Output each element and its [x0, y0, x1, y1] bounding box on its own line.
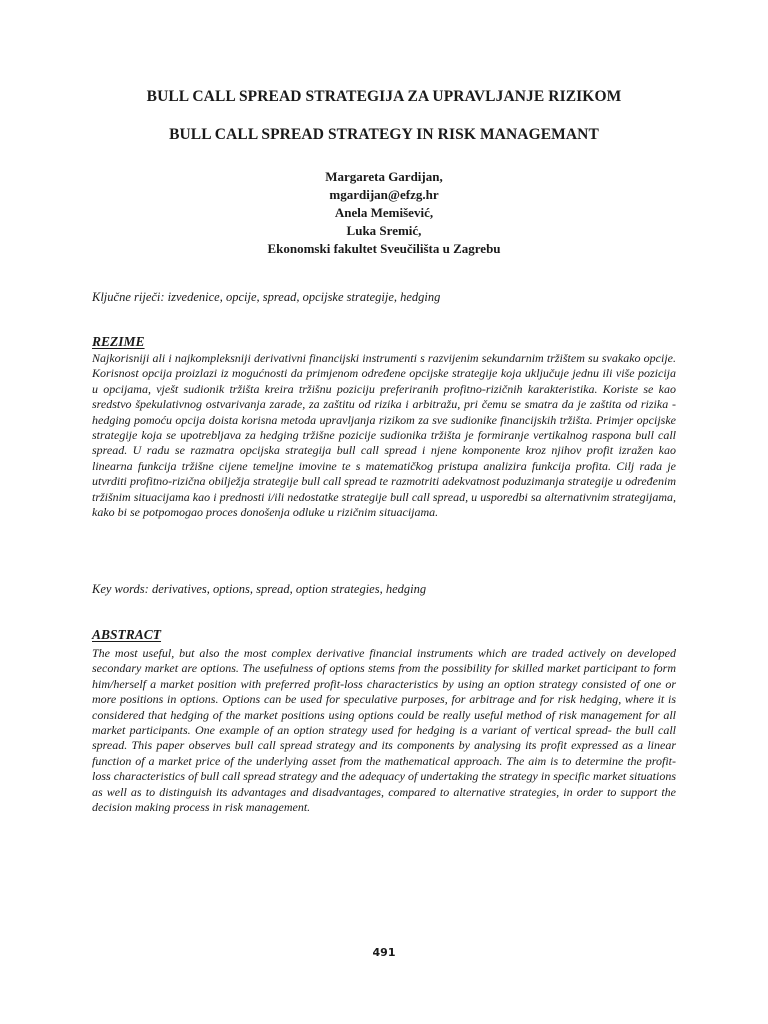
- page-number: 491: [372, 946, 396, 959]
- author-block: [0, 168, 768, 258]
- keywords-croatian: Ključne riječi: izvedenice, opcije, spread, opcijske strategije, hedging: [92, 290, 441, 304]
- keywords-english: Key words: derivatives, options, spread, option strategies, hedging: [92, 582, 427, 596]
- author-email: mgardijan@efzg.hr: [329, 187, 439, 202]
- author-name: Margareta Gardijan,: [325, 169, 443, 184]
- rezime-paragraph: Najkorisniji ali i najkompleksniji derivativni financijski instrumenti s razvijenim sekundarnim tržištem su svakako opcije. Korisnost opcija proizlazi iz mogućnosti da primjenom određene opcijske strategije koja uključuje jednu ili više pozicija u opcijama, vješt sudionik tržišta kreira tržišnu poziciju preferiranih profitno-rizičnih karakteristika. Koriste se kao sredstvo špekulativnog ostvarivanja zarade, za zaštitu od rizika i arbitražu, pri čemu se smatra da je zaštita od rizika - hedging pomoću opcija doista korisna metoda upravljanja rizikom za sve sudionike financijskih tržišta. Primjer opcijske strategije koja se upotrebljava za hedging tržišne pozicije sudionika tržišta je formiranje vertikalnog raspona bull call spread. U radu se razmatra opcijska strategija bull call spread i njene komponente kroz njihov profit izražen kao linearna funkcija tržišne cijene temeljne imovine te s matematičkog pristupa analizira funkcija profita. Cilj rada je utvrditi profitno-rizična obilježja strategije bull call spread te razmotriti adekvatnost poduzimanja strategije u određenim tržišnim situacijama kao i prednosti i/ili nedostatke strategije bull call spread, u usporedbi sa alternativnim strategijama, kako bi se potpomogao proces donošenja odluke u rizičnim situacijama.: [92, 351, 676, 520]
- abstract-paragraph: The most useful, but also the most complex derivative financial instruments which are traded actively on developed secondary market are options. The usefulness of options stems from the possibility for skilled market participant to form him/herself a market position with preferred profit-loss characteristics by using an option strategy consisted of one or more positions in options. Options can be used for speculative purposes, for arbitrage and for risk hedging, where it is considered that hedging of the market positions using options could be really useful method of risk management for all market participants. One example of an option strategy used for hedging is a variant of vertical spread- the bull call spread. This paper observes bull call spread strategy and its components by analysing its profit expressed as a linear function of a market price of the underlying asset from the mathematical approach. The aim is to determine the profit-loss characteristics of bull call spread strategy and the adequacy of undertaking the strategy in specific market situations as well as to distinguish its advantages and disadvantages, compared to alternative strategies, in order to support the decision making process in risk management.: [92, 646, 676, 815]
- author-name: Luka Sremić,: [346, 223, 422, 238]
- abstract-heading: ABSTRACT: [92, 627, 162, 642]
- rezime-heading: REZIME: [92, 334, 145, 349]
- author-affiliation: Ekonomski fakultet Sveučilišta u Zagrebu: [267, 241, 501, 256]
- title-croatian: BULL CALL SPREAD STRATEGIJA ZA UPRAVLJANJE RIZIKOM: [146, 88, 622, 105]
- author-name: Anela Memišević,: [334, 205, 434, 220]
- title-english: BULL CALL SPREAD STRATEGY IN RISK MANAGEMANT: [169, 126, 599, 143]
